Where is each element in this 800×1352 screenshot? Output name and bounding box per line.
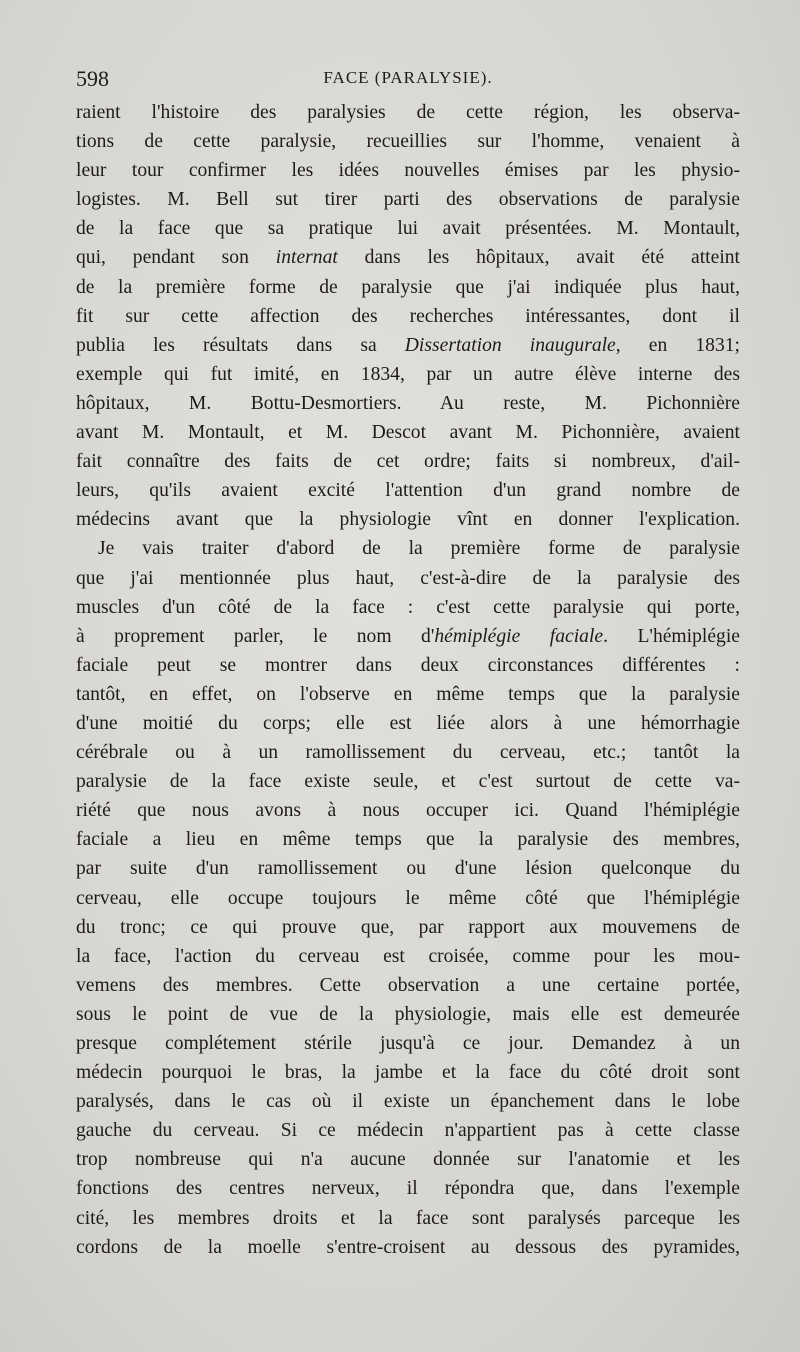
text-line: de la première forme de paralysie que j'ai indiquée plus haut, <box>76 276 740 298</box>
text-line: tions de cette paralysie, recueillies sur l'homme, venaient à <box>76 131 740 153</box>
text-line: leur tour confirmer les idées nouvelles émises par les physio- <box>76 160 740 182</box>
text-line: fait connaître des faits de cet ordre; faits si nombreux, d'ail- <box>76 451 740 473</box>
text-line: hôpitaux, M. Bottu-Desmortiers. Au reste, M. Pichonnière <box>76 392 740 414</box>
text-line: paralysés, dans le cas où il existe un épanchement dans le lobe <box>76 1091 740 1113</box>
text-line: tantôt, en effet, on l'observe en même temps que la paralysie <box>76 683 740 705</box>
text-line: vemens des membres. Cette observation a une certaine portée, <box>76 974 740 996</box>
text-line: leurs, qu'ils avaient excité l'attention d'un grand nombre de <box>76 480 740 502</box>
text-line: que j'ai mentionnée plus haut, c'est-à-dire de la paralysie des <box>76 567 740 589</box>
running-head: FACE (PARALYSIE). <box>323 68 493 87</box>
text-line: exemple qui fut imité, en 1834, par un autre élève interne des <box>76 363 740 385</box>
text-line: presque complétement stérile jusqu'à ce jour. Demandez à un <box>76 1033 740 1054</box>
text-line: médecins avant que la physiologie vînt en donner l'explication. <box>76 509 740 531</box>
text-line: logistes. M. Bell sut tirer parti des observations de paralysie <box>76 189 740 211</box>
text-line: paralysie de la face existe seule, et c'est surtout de cette va- <box>76 771 740 793</box>
text-line: sous le point de vue de la physiologie, mais elle est demeurée <box>76 1003 740 1025</box>
text-line: fit sur cette affection des recherches intéressantes, dont il <box>76 305 740 327</box>
text-line: avant M. Montault, et M. Descot avant M. Pichonnière, avaient <box>76 422 740 444</box>
text-line: médecin pourquoi le bras, la jambe et la face du côté droit sont <box>76 1062 740 1084</box>
text-line: faciale peut se montrer dans deux circonstances différentes : <box>76 654 740 676</box>
text-line: cité, les membres droits et la face sont paralysés parceque les <box>76 1207 740 1229</box>
text-line: faciale a lieu en même temps que la paralysie des membres, <box>76 829 740 851</box>
text-line: cérébrale ou à un ramollissement du cerveau, etc.; tantôt la <box>76 742 740 764</box>
text-line: qui, pendant son internat dans les hôpitaux, avait été atteint <box>76 247 741 269</box>
text-line: raient l'histoire des paralysies de cette région, les observa- <box>76 102 740 123</box>
text-line: à proprement parler, le nom d'hémiplégie faciale. L'hémiplégie <box>76 625 740 647</box>
text-line: riété que nous avons à nous occuper ici. Quand l'hémiplégie <box>76 800 740 822</box>
text-line: du tronc; ce qui prouve que, par rapport aux mouvemens de <box>76 916 740 938</box>
italic-term: Dissertation inaugurale <box>404 334 616 356</box>
body-text <box>76 98 740 1262</box>
italic-term: hémiplégie faciale <box>434 625 604 647</box>
text-line: la face, l'action du cerveau est croisée, comme pour les mou- <box>76 945 740 967</box>
text-line: d'une moitié du corps; elle est liée alors à une hémorrhagie <box>76 712 740 734</box>
text-line: muscles d'un côté de la face : c'est cette paralysie qui porte, <box>76 596 740 618</box>
text-line: gauche du cerveau. Si ce médecin n'appartient pas à cette classe <box>76 1120 740 1142</box>
text-line: publia les résultats dans sa Dissertation inaugurale, en 1831; <box>76 334 740 356</box>
text-line: par suite d'un ramollissement ou d'une lésion quelconque du <box>76 858 740 880</box>
page-header <box>76 66 740 96</box>
text-line: cordons de la moelle s'entre-croisent au dessous des pyramides, <box>76 1236 740 1258</box>
text-line: cerveau, elle occupe toujours le même côté que l'hémiplégie <box>76 887 740 909</box>
italic-term: internat <box>275 247 338 269</box>
text-line: fonctions des centres nerveux, il répondra que, dans l'exemple <box>76 1178 740 1200</box>
text-line: Je vais traiter d'abord de la première forme de paralysie <box>98 538 740 560</box>
text-line: de la face que sa pratique lui avait présentées. M. Montault, <box>76 218 740 240</box>
text-line: trop nombreuse qui n'a aucune donnée sur l'anatomie et les <box>76 1149 740 1171</box>
page-number: 598 <box>76 66 109 91</box>
